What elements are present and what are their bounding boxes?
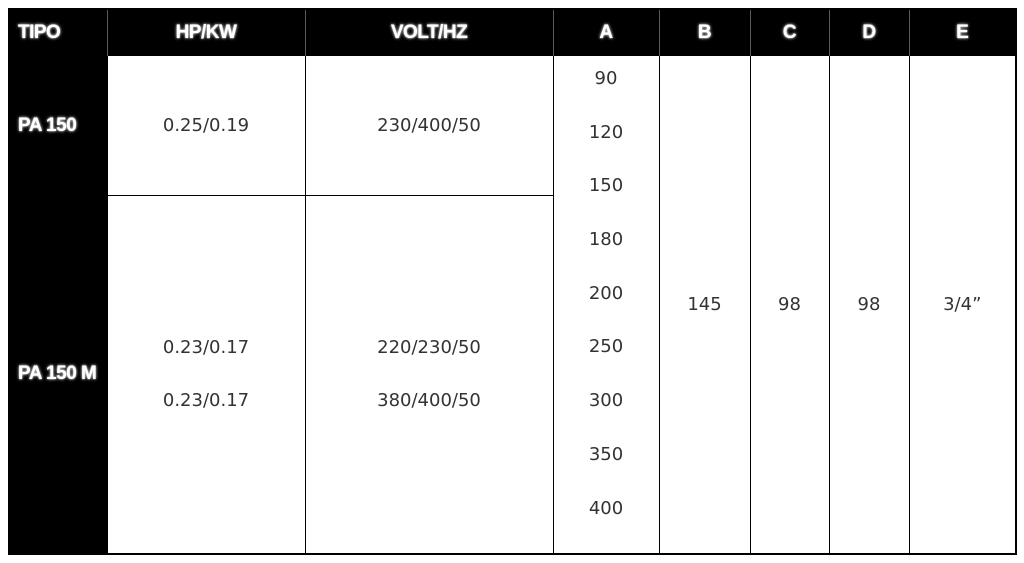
pump-spec-table: [8, 8, 1017, 555]
header-volt-hz: VOLT/HZ: [305, 9, 553, 56]
header-d: D: [829, 9, 909, 56]
tipo-cell: PA 150 M: [9, 195, 107, 554]
a-value: 120: [588, 121, 624, 143]
b-cell: 145: [659, 56, 750, 554]
a-value: 300: [588, 390, 624, 412]
a-values-cell: [553, 56, 659, 554]
a-value: 150: [588, 175, 624, 197]
volt-hz-value: 220/230/50: [377, 337, 481, 359]
a-value: 400: [588, 497, 624, 519]
a-value: 200: [588, 282, 624, 304]
a-value: 250: [588, 336, 624, 358]
hp-kw-value: 0.23/0.17: [162, 337, 250, 359]
hp-kw-cell: [107, 195, 305, 554]
a-value: 350: [588, 443, 624, 465]
header-e: E: [909, 9, 1016, 56]
volt-hz-value: 230/400/50: [377, 114, 481, 136]
tipo-cell: PA 150: [9, 56, 107, 195]
volt-hz-value: 380/400/50: [377, 390, 481, 412]
d-cell: 98: [829, 56, 909, 554]
hp-kw-value: 0.25/0.19: [162, 114, 250, 136]
header-tipo: TIPO: [9, 9, 107, 56]
a-value: 90: [594, 68, 618, 89]
hp-kw-value: 0.23/0.17: [162, 390, 250, 412]
c-cell: 98: [750, 56, 829, 554]
volt-hz-cell: [305, 56, 553, 195]
a-value: 180: [588, 229, 624, 251]
volt-hz-cell: [305, 195, 553, 554]
hp-kw-cell: [107, 56, 305, 195]
e-cell: 3/4”: [909, 56, 1016, 554]
table-row: [9, 56, 1016, 195]
header-row: [9, 9, 1016, 56]
header-c: C: [750, 9, 829, 56]
a-values-list: [554, 56, 659, 549]
header-hp-kw: HP/KW: [107, 9, 305, 56]
header-a: A: [553, 9, 659, 56]
header-b: B: [659, 9, 750, 56]
